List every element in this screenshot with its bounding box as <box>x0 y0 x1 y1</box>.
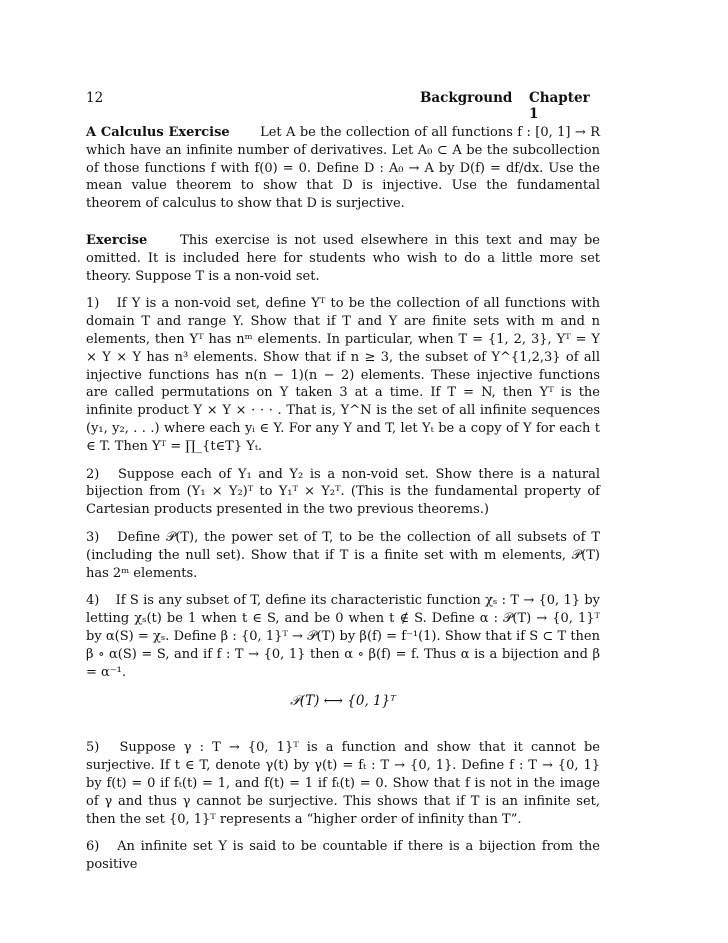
exercise-item-1 <box>86 295 600 455</box>
item-text: Define 𝒫(T), the power set of T, to be the collection of all subsets of T (including the null set). Show that if T is a finite set with m elements, 𝒫(T) has 2ᵐ elements. <box>86 529 600 581</box>
exercise-item-6 <box>86 838 600 874</box>
exercise-item-4 <box>86 592 600 681</box>
calculus-exercise-text: Let A be the collection of all functions f : [0, 1] → R which have an infinite number of derivatives. Let A₀ ⊂ A be the subcollection of those functions f with f(0) = 0. Define D : A₀ → A by D(f) = df/dx. Use the mean value theorem to show that D is injective. Use the fundamental theorem of calculus to show that D is surjective. <box>86 125 600 212</box>
item-text: If Y is a non-void set, define Yᵀ to be the collection of all functions with domain T and range Y. Show that if T and Y are finite sets with m and n elements, then Yᵀ has nᵐ elements. In particular, when T = {1, 2, 3}, Yᵀ = Y × Y × Y has n³ elements. Show that if n ≥ 3, the subset of Y^{1,2,3} of all injective functions has n(n − 1)(n − 2) elements. These injective functions are called permutations on Y taken 3 at a time. If T = N, then Yᵀ is the infinite product Y × Y × · · · . That is, Y^N is the set of all infinite sequences (y₁, y₂, . . .) where each yᵢ ∈ Y. For any Y and T, let Yₜ be a copy of Y for each t ∈ T. Then Yᵀ = ∏_{t∈T} Yₜ. <box>86 296 600 454</box>
calculus-exercise-title: A Calculus Exercise <box>86 125 230 140</box>
calculus-exercise-paragraph <box>86 124 600 213</box>
item-number: 5) <box>86 740 100 756</box>
item-text: If S is any subset of T, define its characteristic function χₛ : T → {0, 1} by letting χₛ(t) be 1 when t ∈ S, and be 0 when t ∉ S. Define α : 𝒫(T) → {0, 1}ᵀ by α(S) = χₛ. Define β : {0, 1}ᵀ → 𝒫(T) by β(f) = f⁻¹(1). Show that if S ⊂ T then β ∘ α(S) = S, and if f : T → {0, 1} then α ∘ β(f) = f. Thus α is a bijection and β = α⁻¹. <box>86 593 600 680</box>
exercise-item-2 <box>86 466 600 519</box>
running-header <box>86 84 600 122</box>
item-number: 3) <box>86 529 100 545</box>
chapter-title: Chapter 1 <box>529 90 590 122</box>
display-equation: 𝒫(T) ⟷ {0, 1}ᵀ <box>290 693 396 710</box>
page-number: 12 <box>86 90 104 106</box>
item-number: 4) <box>86 593 100 609</box>
item-number: 6) <box>86 839 100 855</box>
page <box>86 84 600 874</box>
exercise-title: Exercise <box>86 232 148 248</box>
section-title: Background <box>420 90 513 106</box>
exercise-item-5 <box>86 739 600 828</box>
exercise-intro-paragraph <box>86 232 600 285</box>
exercise-item-3 <box>86 529 600 582</box>
item-number: 1) <box>86 296 100 312</box>
item-text: An infinite set Y is said to be countable if there is a bijection from the positive <box>86 839 600 873</box>
item-text: Suppose γ : T → {0, 1}ᵀ is a function and show that it cannot be surjective. If t ∈ T, denote γ(t) by γ(t) = fₜ : T → {0, 1}. Define f : T → {0, 1} by f(t) = 0 if fₜ(t) = 1, and f(t) = 1 if fₜ(t) = 0. Show that f is not in the image of γ and thus γ cannot be surjective. This shows that if T is an infinite set, then the set {0, 1}ᵀ represents a “higher order of infinity than T”. <box>86 740 600 827</box>
exercise-intro-text: This exercise is not used elsewhere in this text and may be omitted. It is included here for students who wish to do a little more set theory. Suppose T is a non-void set. <box>86 232 600 284</box>
item-text: Suppose each of Y₁ and Y₂ is a non-void set. Show there is a natural bijection from (Y₁ × Y₂)ᵀ to Y₁ᵀ × Y₂ᵀ. (This is the fundamental property of Cartesian products presented in the two previous theorems.) <box>86 466 600 518</box>
item-number: 2) <box>86 466 100 482</box>
